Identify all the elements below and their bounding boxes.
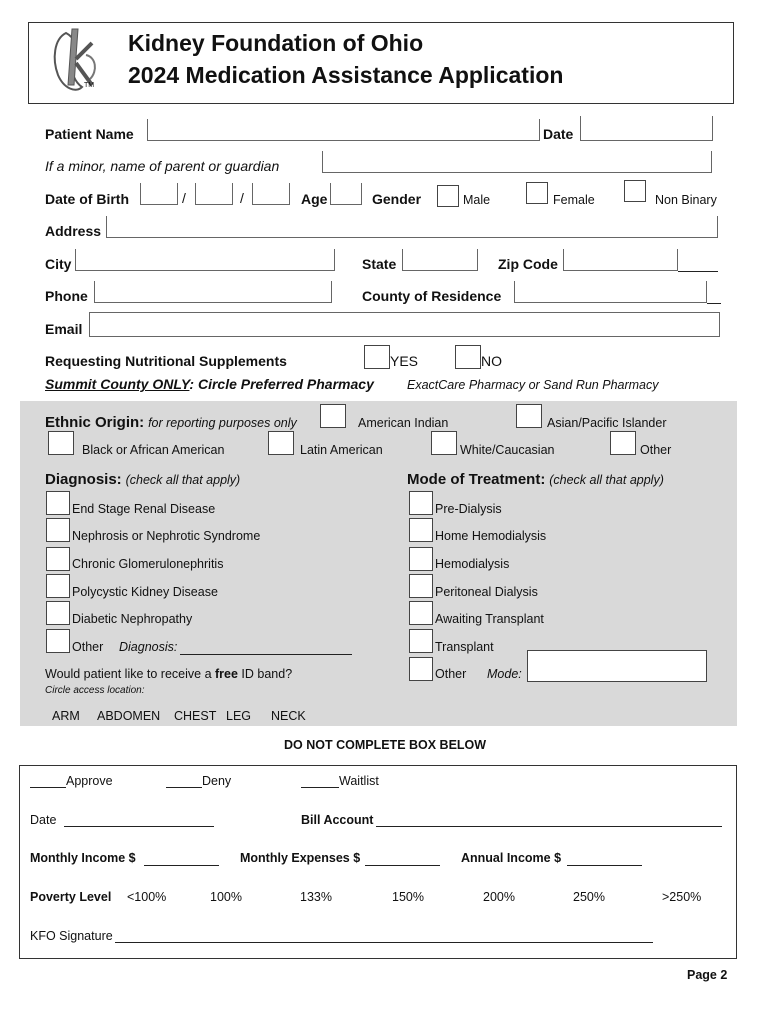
city-label: City <box>45 256 72 272</box>
idband-question-pre: Would patient like to receive a <box>45 667 216 681</box>
diagnosis-other-field[interactable] <box>180 654 352 655</box>
diagnosis-esrd-label: End Stage Renal Disease <box>72 502 216 516</box>
approve-field[interactable] <box>30 787 66 788</box>
email-label: Email <box>45 321 83 337</box>
treatment-heading <box>407 471 664 488</box>
dob-separator: / <box>240 190 244 206</box>
ethnic-asian-label: Asian/Pacific Islander <box>547 416 667 430</box>
idband-circle-note: Circle access location: <box>45 685 145 696</box>
zip-field-tail <box>678 271 718 272</box>
diagnosis-heading <box>45 471 240 488</box>
diagnosis-other-suffix: Diagnosis: <box>119 640 178 654</box>
annual-income-label: Annual Income $ <box>461 851 562 865</box>
treatment-awaiting-transplant-checkbox[interactable] <box>409 601 433 625</box>
treatment-other-suffix: Mode: <box>487 667 522 681</box>
zip-field[interactable] <box>563 249 678 271</box>
form-title-line1: Kidney Foundation of Ohio <box>128 30 424 56</box>
poverty-level-option[interactable]: <100% <box>127 890 167 904</box>
diagnosis-glomerulonephritis-checkbox[interactable] <box>46 547 70 571</box>
summit-circle-text: : Circle Preferred Pharmacy <box>189 376 374 392</box>
ethnic-origin-note: for reporting purposes only <box>148 416 297 430</box>
diagnosis-polycystic-label: Polycystic Kidney Disease <box>72 585 218 599</box>
supplements-yes-label: YES <box>390 353 419 369</box>
ethnic-black-checkbox[interactable] <box>48 431 74 455</box>
logo-tm: TM <box>84 82 95 89</box>
kfo-signature-field[interactable] <box>115 942 653 943</box>
idband-location-neck[interactable]: NECK <box>271 709 306 723</box>
poverty-level-option[interactable]: >250% <box>662 890 702 904</box>
treatment-predialysis-checkbox[interactable] <box>409 491 433 515</box>
age-field[interactable] <box>330 183 362 205</box>
patient-name-label: Patient Name <box>45 126 134 142</box>
email-field[interactable] <box>89 312 720 337</box>
gender-male-label: Male <box>463 193 491 207</box>
dob-day-field[interactable] <box>195 183 233 205</box>
state-field[interactable] <box>402 249 478 271</box>
ethnic-other-label: Other <box>640 443 672 457</box>
treatment-home-hemodialysis-label: Home Hemodialysis <box>435 529 547 543</box>
summit-county-only: Summit County ONLY <box>45 376 190 392</box>
approve-label: Approve <box>66 774 113 788</box>
diagnosis-label: Diagnosis: <box>45 471 122 488</box>
gender-nonbinary-label: Non Binary <box>655 193 717 207</box>
kidney-foundation-logo <box>48 25 104 95</box>
ethnic-latin-label: Latin American <box>300 443 383 457</box>
diagnosis-polycystic-checkbox[interactable] <box>46 574 70 598</box>
treatment-other-field[interactable] <box>527 650 707 682</box>
monthly-income-field[interactable] <box>144 865 219 866</box>
county-field[interactable] <box>514 281 707 303</box>
pharmacy-options[interactable]: ExactCare Pharmacy or Sand Run Pharmacy <box>407 378 659 392</box>
idband-location-chest[interactable]: CHEST <box>174 709 217 723</box>
diagnosis-nephrosis-label: Nephrosis or Nephrotic Syndrome <box>72 529 261 543</box>
deny-field[interactable] <box>166 787 202 788</box>
supplements-label: Requesting Nutritional Supplements <box>45 353 287 369</box>
gender-nonbinary-checkbox[interactable] <box>624 180 646 202</box>
page-number: Page 2 <box>687 968 728 982</box>
idband-location-abdomen[interactable]: ABDOMEN <box>97 709 161 723</box>
ethnic-origin-heading <box>45 414 297 431</box>
office-use-heading: DO NOT COMPLETE BOX BELOW <box>284 738 487 752</box>
supplements-yes-checkbox[interactable] <box>364 345 390 369</box>
idband-question <box>45 667 292 681</box>
treatment-transplant-label: Transplant <box>435 640 494 654</box>
address-field[interactable] <box>106 216 718 238</box>
waitlist-label: Waitlist <box>339 774 379 788</box>
date-label: Date <box>543 126 574 142</box>
phone-label: Phone <box>45 288 88 304</box>
ethnic-other-checkbox[interactable] <box>610 431 636 455</box>
diagnosis-other-checkbox[interactable] <box>46 629 70 653</box>
treatment-transplant-checkbox[interactable] <box>409 629 433 653</box>
waitlist-field[interactable] <box>301 787 339 788</box>
age-label: Age <box>301 191 328 207</box>
poverty-level-option[interactable]: 100% <box>210 890 242 904</box>
diagnosis-other-label: Other <box>72 640 104 654</box>
form-title-line2: 2024 Medication Assistance Application <box>128 62 564 88</box>
date-field[interactable] <box>580 116 713 141</box>
treatment-predialysis-label: Pre-Dialysis <box>435 502 502 516</box>
gender-label: Gender <box>372 191 422 207</box>
treatment-other-label: Other <box>435 667 467 681</box>
gender-male-checkbox[interactable] <box>437 185 459 207</box>
summit-pharmacy-question <box>45 376 374 392</box>
dob-label: Date of Birth <box>45 191 129 207</box>
bill-account-label: Bill Account <box>301 813 374 827</box>
annual-income-field[interactable] <box>567 865 642 866</box>
treatment-home-hemodialysis-checkbox[interactable] <box>409 518 433 542</box>
guardian-field[interactable] <box>322 151 712 173</box>
treatment-awaiting-transplant-label: Awaiting Transplant <box>435 612 544 626</box>
treatment-hemodialysis-label: Hemodialysis <box>435 557 510 571</box>
monthly-income-label: Monthly Income $ <box>30 851 136 865</box>
diagnosis-esrd-checkbox[interactable] <box>46 491 70 515</box>
supplements-no-label: NO <box>481 353 502 369</box>
monthly-expenses-field[interactable] <box>365 865 440 866</box>
idband-location-arm[interactable]: ARM <box>52 709 80 723</box>
diagnosis-glomerulonephritis-label: Chronic Glomerulonephritis <box>72 557 224 571</box>
poverty-level-option[interactable]: 133% <box>300 890 332 904</box>
deny-label: Deny <box>202 774 232 788</box>
idband-question-free: free <box>215 667 238 681</box>
diagnosis-note: (check all that apply) <box>125 473 241 487</box>
treatment-label: Mode of Treatment: <box>407 471 546 488</box>
city-field[interactable] <box>75 249 335 271</box>
poverty-level-option[interactable]: 250% <box>573 890 605 904</box>
bill-account-field[interactable] <box>376 826 722 827</box>
kfo-signature-label: KFO Signature <box>30 929 113 943</box>
ethnic-black-label: Black or African American <box>82 443 225 457</box>
ethnic-asian-checkbox[interactable] <box>516 404 542 428</box>
diagnosis-diabetic-checkbox[interactable] <box>46 601 70 625</box>
supplements-no-checkbox[interactable] <box>455 345 481 369</box>
diagnosis-nephrosis-checkbox[interactable] <box>46 518 70 542</box>
idband-location-leg[interactable]: LEG <box>226 709 252 723</box>
dob-year-field[interactable] <box>252 183 290 205</box>
ethnic-white-checkbox[interactable] <box>431 431 457 455</box>
office-date-field[interactable] <box>64 826 214 827</box>
patient-name-field[interactable] <box>147 119 540 141</box>
dob-separator: / <box>182 190 186 206</box>
zip-label: Zip Code <box>498 256 558 272</box>
office-date-label: Date <box>30 813 57 827</box>
poverty-level-option[interactable]: 150% <box>392 890 424 904</box>
ethnic-origin-label: Ethnic Origin: <box>45 414 145 431</box>
idband-question-post: ID band? <box>237 667 293 681</box>
state-label: State <box>362 256 397 272</box>
monthly-expenses-label: Monthly Expenses $ <box>240 851 361 865</box>
county-field-tail <box>707 303 721 304</box>
gender-female-label: Female <box>553 193 595 207</box>
diagnosis-diabetic-label: Diabetic Nephropathy <box>72 612 193 626</box>
phone-field[interactable] <box>94 281 332 303</box>
treatment-peritoneal-label: Peritoneal Dialysis <box>435 585 538 599</box>
treatment-peritoneal-checkbox[interactable] <box>409 574 433 598</box>
treatment-note: (check all that apply) <box>549 473 664 487</box>
poverty-level-label: Poverty Level <box>30 890 112 904</box>
poverty-level-option[interactable]: 200% <box>483 890 515 904</box>
treatment-other-checkbox[interactable] <box>409 657 433 681</box>
ethnic-white-label: White/Caucasian <box>460 443 555 457</box>
dob-month-field[interactable] <box>140 183 178 205</box>
address-label: Address <box>45 223 102 239</box>
county-label: County of Residence <box>362 288 502 304</box>
gender-female-checkbox[interactable] <box>526 182 548 204</box>
treatment-hemodialysis-checkbox[interactable] <box>409 547 433 571</box>
ethnic-latin-checkbox[interactable] <box>268 431 294 455</box>
guardian-label: If a minor, name of parent or guardian <box>45 158 280 174</box>
ethnic-american-indian-checkbox[interactable] <box>320 404 346 428</box>
ethnic-american-indian-label: American Indian <box>358 416 449 430</box>
